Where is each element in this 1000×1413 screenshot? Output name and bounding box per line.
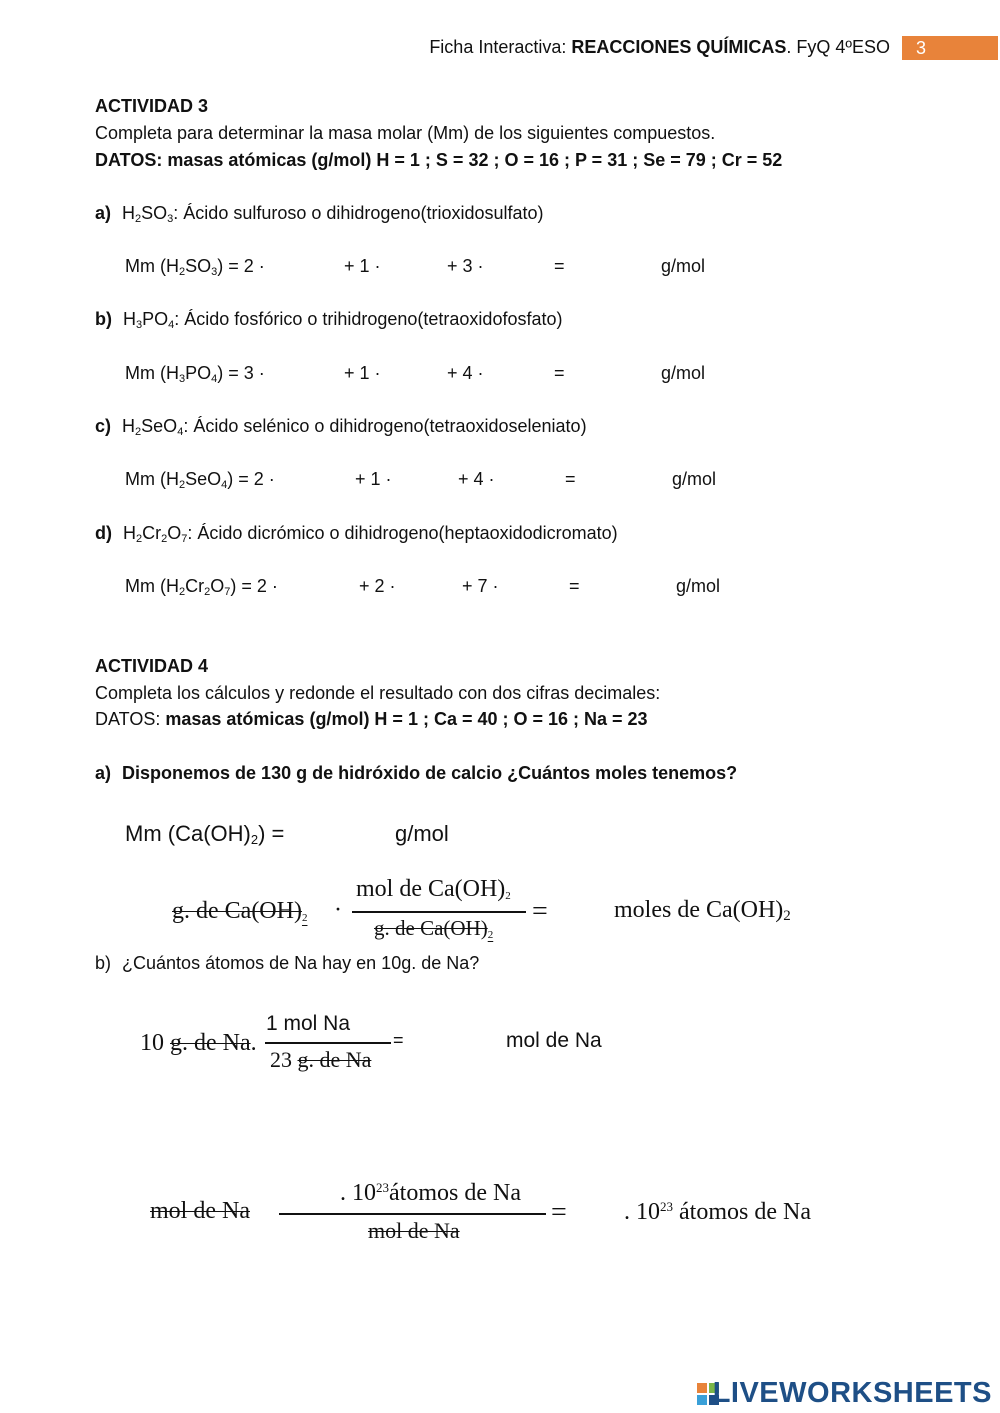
- act3-item-c: c) $H_2SeO_4$: Ácido selénico o dihidrogeno(tetraoxidoseleniato): [95, 416, 587, 438]
- page-number-badge: [902, 36, 998, 60]
- act3-item-d: d) $H_2Cr_2O_7$: Ácido dicrómico o dihidrogeno(heptaoxidodicromato): [95, 523, 618, 545]
- eq-c-denominator: mol de Na: [368, 1218, 460, 1243]
- act3-equals-b: =: [554, 363, 565, 383]
- act3-mm-c: Mm $(H_2SeO_4) = 2$ ·: [125, 469, 275, 491]
- eq-c-numerator: . $10^{23}átomos$ de Na: [340, 1180, 521, 1206]
- act3-datos: DATOS: masas atómicas (g/mol) H = 1 ; S = 32 ; O = 16 ; P = 31 ; Se = 79 ; Cr = 52: [95, 150, 783, 170]
- eq-b-fraction-bar: [265, 1042, 391, 1044]
- act3-term2-d: + 2 ·: [359, 576, 396, 596]
- act4-instruction: Completa los cálculos y redonde el resultado con dos cifras decimales:: [95, 683, 661, 703]
- act3-unit-b: g/mol: [661, 363, 706, 383]
- compound-name: : Ácido selénico o dihidrogeno(tetraoxidoseleniato): [183, 416, 587, 436]
- eq-b-left: 10 g. de Na.: [140, 1030, 257, 1056]
- eq-a-denominator: g. de $Ca(OH)_2$: [374, 916, 494, 941]
- eq-c-equals: =: [551, 1197, 567, 1228]
- act3-term3-b: + 4 ·: [447, 363, 484, 383]
- eq-a-result: moles de $Ca(OH)_2$: [614, 897, 791, 924]
- act3-equals-a: =: [554, 256, 565, 276]
- act3-instruction: Completa para determinar la masa molar (Mm) de los siguientes compuestos.: [95, 123, 716, 143]
- eq-a-equals: =: [532, 896, 548, 927]
- eq-b-denominator: 23 g. de Na: [270, 1047, 372, 1072]
- header-title: [429, 37, 890, 58]
- act3-mm-d: Mm $(H_2Cr_2O_7) = 2$ ·: [125, 576, 278, 598]
- header-topic: REACCIONES QUÍMICAS: [571, 37, 787, 57]
- eq-a-left-term: g. de $Ca(OH)_2$: [172, 898, 308, 924]
- act3-mm-b: Mm $(H_3PO_4) = 3$ ·: [125, 363, 265, 385]
- act4-mm-unit: g/mol: [395, 821, 449, 846]
- compound-name: : Ácido fosfórico o trihidrogeno(tetraoxidofosfato): [174, 309, 563, 329]
- act3-term2-c: + 1 ·: [355, 469, 392, 489]
- page-number: 3: [916, 38, 927, 58]
- act3-term3-a: + 3 ·: [447, 256, 484, 276]
- act3-item-b: b) $H_3PO_4$: Ácido fosfórico o trihidrogeno(tetraoxidofosfato): [95, 309, 563, 331]
- formula: $H_2SeO_4$: [122, 416, 184, 438]
- act3-equals-c: =: [565, 469, 576, 489]
- eq-a-fraction-bar: [352, 911, 526, 913]
- act3-term3-c: + 4 ·: [458, 469, 495, 489]
- act4-question-a: a) Disponemos de 130 g de hidróxido de calcio ¿Cuántos moles tenemos?: [95, 763, 738, 783]
- eq-b-numerator: 1 mol Na: [266, 1012, 351, 1035]
- compound-name: : Ácido dicrómico o dihidrogeno(heptaoxidodicromato): [187, 523, 618, 543]
- eq-c-fraction-bar: [279, 1213, 546, 1215]
- act3-title: ACTIVIDAD 3: [95, 96, 209, 116]
- act4-datos: DATOS: masas atómicas (g/mol) H = 1 ; Ca = 40 ; O = 16 ; Na = 23: [95, 709, 648, 729]
- act3-term3-d: + 7 ·: [462, 576, 499, 596]
- act3-unit-c: g/mol: [672, 469, 717, 489]
- eq-b-equals: =: [393, 1030, 404, 1050]
- formula: $H_3PO_4$: [123, 309, 175, 331]
- formula: $H_2Cr_2O_7$: [123, 523, 188, 545]
- act3-unit-a: g/mol: [661, 256, 706, 276]
- eq-b-result: mol de Na: [506, 1029, 602, 1052]
- eq-c-result: . $10^{23}$ átomos de Na: [624, 1199, 811, 1225]
- eq-c-left: mol de Na: [150, 1198, 250, 1224]
- act3-term2-b: + 1 ·: [344, 363, 381, 383]
- act3-item-a: a) $H_2SO_3$: Ácido sulfuroso o dihidrogeno(trioxidosulfato): [95, 203, 544, 225]
- eq-a-dot: ·: [334, 897, 342, 923]
- header-prefix: Ficha Interactiva:: [429, 37, 572, 57]
- act4-mm-caoh2: Mm $(Ca(OH)_2)$ =: [125, 821, 285, 847]
- liveworksheets-logo[interactable]: LIVEWORKSHEETS: [712, 1377, 992, 1409]
- header-course: . FyQ 4ºESO: [786, 37, 890, 57]
- act3-equals-d: =: [569, 576, 580, 596]
- act4-question-b: b) ¿Cuántos átomos de Na hay en 10g. de Na?: [95, 953, 480, 973]
- act3-unit-d: g/mol: [676, 576, 721, 596]
- compound-name: : Ácido sulfuroso o dihidrogeno(trioxidosulfato): [173, 203, 544, 223]
- act4-title: ACTIVIDAD 4: [95, 656, 209, 676]
- act3-mm-a: Mm $(H_2SO_3) = 2$ ·: [125, 256, 265, 278]
- formula: $H_2SO_3$: [122, 203, 174, 225]
- eq-a-numerator: mol de $Ca(OH)_2$: [356, 876, 511, 902]
- act3-term2-a: + 1 ·: [344, 256, 381, 276]
